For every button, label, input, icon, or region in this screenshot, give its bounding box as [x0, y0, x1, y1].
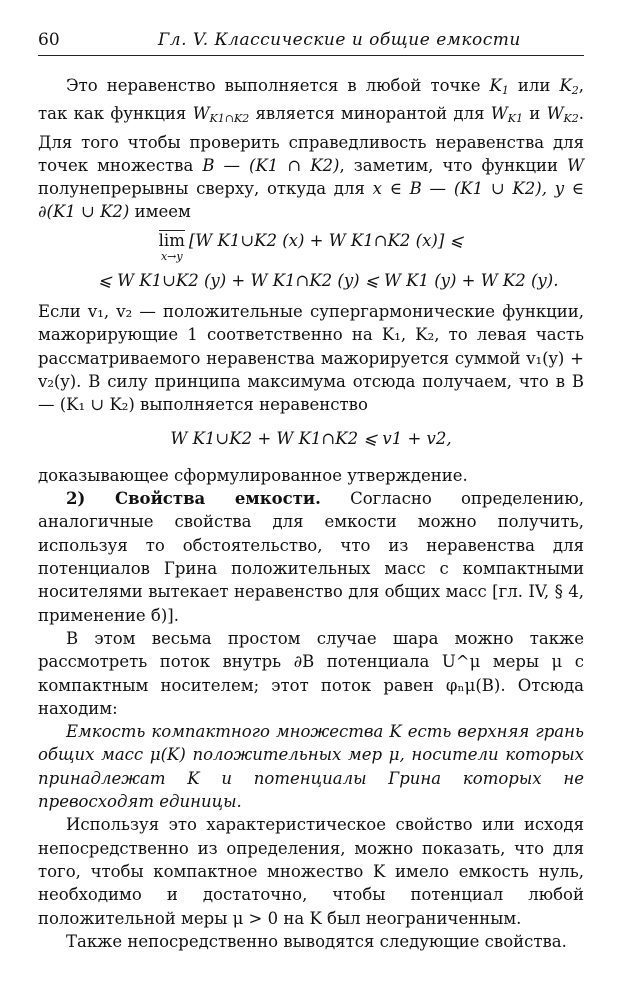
display-formula-1-expr: [W K1∪K2 (x) + W K1∩K2 (x)] ⩽ — [188, 230, 464, 250]
p1-fragment: полунепрерывны сверху, откуда для — [38, 179, 373, 199]
p1-fragment: K — [559, 76, 572, 95]
display-formula-1 — [38, 230, 584, 263]
p1-fragment: K1∩K2 — [209, 112, 250, 126]
p1-fragment: или — [508, 76, 560, 95]
p1-fragment: и — [522, 104, 547, 124]
page-number: 60 — [38, 30, 60, 50]
paragraph-2: Если v₁, v₂ — положительные супергармонические функции, мажорирующие 1 соответственно на K₁, K₂, то левая часть рассматриваемого неравенства мажорируется суммой v₁(y) + v₂(y). В силу принципа максимума отсюда получаем, что в B — (K₁ ∪ K₂) выполняется неравенство — [38, 302, 584, 415]
header-rule — [38, 55, 584, 56]
p1-fragment: 1 — [501, 84, 509, 97]
paragraph-1 — [38, 74, 584, 224]
section-heading: 2) Свойства емкости. — [66, 489, 321, 509]
paragraph-4-text: Согласно определению, аналогичные свойства для емкости можно получить, используя то обстоятельство, что из неравенства для потенциалов Грина положительных масс с компактными носителями вытекает неравенство для общих масс [гл. IV, § 4, применение б)]. — [38, 489, 584, 625]
display-formula-2: ⩽ W K1∪K2 (y) + W K1∩K2 (y) ⩽ W K1 (y) + W K2 (y). — [98, 270, 559, 290]
p1-fragment: W — [546, 104, 564, 124]
paragraph-4 — [38, 487, 584, 627]
p1-fragment: B — (K1 ∩ K2) — [202, 155, 340, 175]
p1-fragment: . Для того чтобы проверить справедливость неравенства для точек множества — [38, 104, 584, 175]
display-formula-3: W K1∪K2 + W K1∩K2 ⩽ v1 + v2, — [170, 428, 452, 448]
p1-fragment: W — [567, 155, 585, 175]
p1-fragment: является минорантой для — [249, 104, 491, 124]
page-body — [38, 74, 584, 953]
paragraph-3: доказывающее сформулированное утверждение. — [38, 465, 468, 485]
theorem-statement: Емкость компактного множества K есть верхняя грань общих масс μ(K) положительных мер μ, носители которых принадлежат K и потенциалы Грина которых не превосходят единицы. — [38, 722, 584, 812]
paragraph-7: Используя это характеристическое свойство или исходя непосредственно из определения, можно показать, что для того, чтобы компактное множество K имело емкость нуль, необходимо и достаточно, чтобы потенциал любой положительной меры μ > 0 на K был неограниченным. — [38, 815, 584, 928]
paragraph-8: Также непосредственно выводятся следующие свойства. — [66, 931, 567, 951]
p1-fragment: K2 — [563, 112, 579, 126]
p1-fragment: K1 — [507, 112, 523, 126]
p1-fragment: W — [490, 104, 508, 124]
p1-fragment: имеем — [129, 202, 191, 222]
paragraph-5: В этом весьма простом случае шара можно также рассмотреть поток внутрь ∂B потенциала U^μ меры μ с компактным носителем; этот поток равен φₙμ(B). Отсюда находим: — [38, 628, 584, 718]
p1-fragment: Это неравенство выполняется в любой точке — [66, 76, 490, 95]
limsup-operator: lim x→y — [158, 230, 185, 263]
running-title: Гл. V. Классические и общие емкости — [158, 30, 521, 50]
p1-fragment: , так как функция — [38, 76, 585, 124]
p1-fragment: x ∈ B — (K1 ∪ K2), y ∈ ∂(K1 ∪ K2) — [38, 179, 585, 222]
p1-fragment: , заметим, что функции — [339, 155, 568, 175]
p1-fragment: W — [192, 104, 210, 124]
p1-fragment: 2 — [571, 84, 579, 97]
p1-fragment: K — [489, 76, 502, 95]
